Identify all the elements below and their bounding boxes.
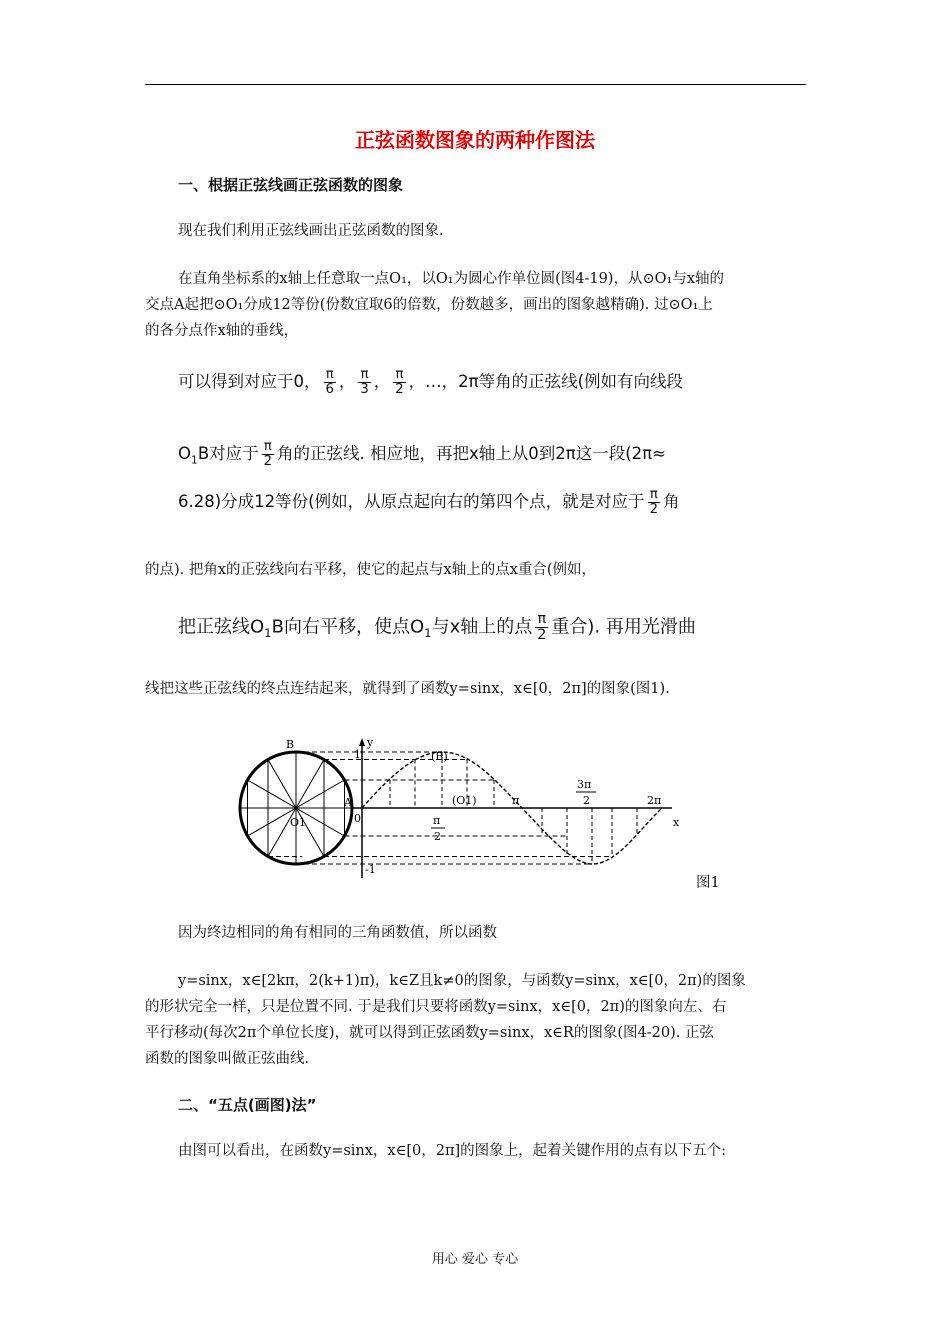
paragraph-intro: 现在我们利用正弦线画出正弦函数的图象. xyxy=(178,223,444,239)
paragraph-6-line-4: 函数的图象叫做正弦曲线. xyxy=(145,1051,310,1067)
header-rule xyxy=(145,84,806,85)
label-O1: O1 xyxy=(290,816,307,829)
label-3pi: 3π xyxy=(577,778,592,791)
label-pi-half: π xyxy=(433,814,441,827)
section-2-heading: 二、“五点(画图)法” xyxy=(178,1096,317,1114)
paragraph-2-line-1: 在直角坐标系的x轴上任意取一点O₁，以O₁为圆心作单位圆(图4-19)，从⊙O₁与x轴的 xyxy=(178,271,724,287)
label-2pi: 2π xyxy=(647,794,662,807)
paragraph-4: 线把这些正弦线的终点连结起来，就得到了函数y=sinx，x∈[0，2π]的图象(图1). xyxy=(145,681,670,697)
label-B: B xyxy=(286,738,295,751)
fraction-pi-2: $\frac{\pi}{2}$ xyxy=(263,439,273,469)
y-axis-arrow xyxy=(359,738,365,746)
figure-caption: 图1 xyxy=(696,875,720,891)
sine-construction-figure xyxy=(232,732,692,882)
formula-line-4: 把正弦线$O_1B$向右平移，使点$O_1$与x轴上的点 $\frac{\pi}{2}$ 重合). 再用光滑曲 xyxy=(178,611,696,644)
paragraph-6-line-1: y=sinx，x∈[2kπ，2(k+1)π)，k∈Z且k≠0的图象，与函数y=sinx，x∈[0，2π)的图象 xyxy=(178,973,746,989)
formula-line-3: 6.28)分成12等份(例如，从原点起向右的第四个点，就是对应于 $\frac{\pi}{2}$ 角 xyxy=(178,487,680,517)
page-footer: 用心 爱心 专心 xyxy=(431,1252,519,1267)
paragraph-6-line-2: 的形状完全一样，只是位置不同. 于是我们只要将函数y=sinx，x∈[0，2π)的图象向左、右 xyxy=(145,999,727,1015)
paragraph-6-line-3: 平行移动(每次2π个单位长度)，就可以得到正弦函数y=sinx，x∈R的图象(图4-20). 正弦 xyxy=(145,1025,714,1041)
paragraph-3: 的点). 把角x的正弦线向右平移，使它的起点与x轴上的点x重合(例如， xyxy=(145,562,597,578)
page-title: 正弦函数图象的两种作图法 xyxy=(355,128,595,152)
label-pi: π xyxy=(512,794,520,807)
label-neg1: -1 xyxy=(365,863,376,876)
paragraph-section-2: 由图可以看出，在函数y=sinx，x∈[0，2π]的图象上，起着关键作用的点有以下五个: xyxy=(178,1143,727,1159)
fraction-pi-3: $\frac{\pi}{3}$ xyxy=(360,367,369,397)
fraction-pi-2: $\frac{\pi}{2}$ xyxy=(395,367,404,397)
fraction-pi-2: $\frac{\pi}{2}$ xyxy=(649,487,658,517)
label-1: 1 xyxy=(354,748,361,761)
formula-line-1: 可以得到对应于0， $\frac{\pi}{6}$ ， $\frac{\pi}{3}$ ， $\frac{\pi}{2}$ ，…，2π等角的正弦线(例如有向线段 xyxy=(178,367,684,397)
label-0: 0 xyxy=(354,812,361,825)
label-A: A xyxy=(344,796,352,809)
paragraph-5: 因为终边相同的角有相同的三角函数值，所以函数 xyxy=(178,925,497,941)
formula-line-2: $O_1B$对应于 $\frac{\pi}{2}$ 角的正弦线. 相应地，再把x轴上从0到2π这一段(2π≈ xyxy=(178,439,666,469)
fraction-pi-6: $\frac{\pi}{6}$ xyxy=(325,367,334,397)
label-pi-half-den: 2 xyxy=(434,830,441,843)
label-x: x xyxy=(673,816,680,829)
paragraph-2-line-2: 交点A起把⊙O₁分成12等份(份数宜取6的倍数，份数越多，画出的图象越精确). 过⊙O₁上 xyxy=(145,297,713,313)
label-O1-image: (O1) xyxy=(452,794,477,807)
label-3pi-den: 2 xyxy=(583,794,590,807)
paragraph-2-line-3: 的各分点作x轴的垂线， xyxy=(145,323,299,339)
section-1-heading: 一、根据正弦线画正弦函数的图象 xyxy=(178,176,404,194)
fraction-pi-2: $\frac{\pi}{2}$ xyxy=(537,611,547,644)
label-B-image: (B) xyxy=(431,750,448,763)
label-y: y xyxy=(367,736,374,749)
